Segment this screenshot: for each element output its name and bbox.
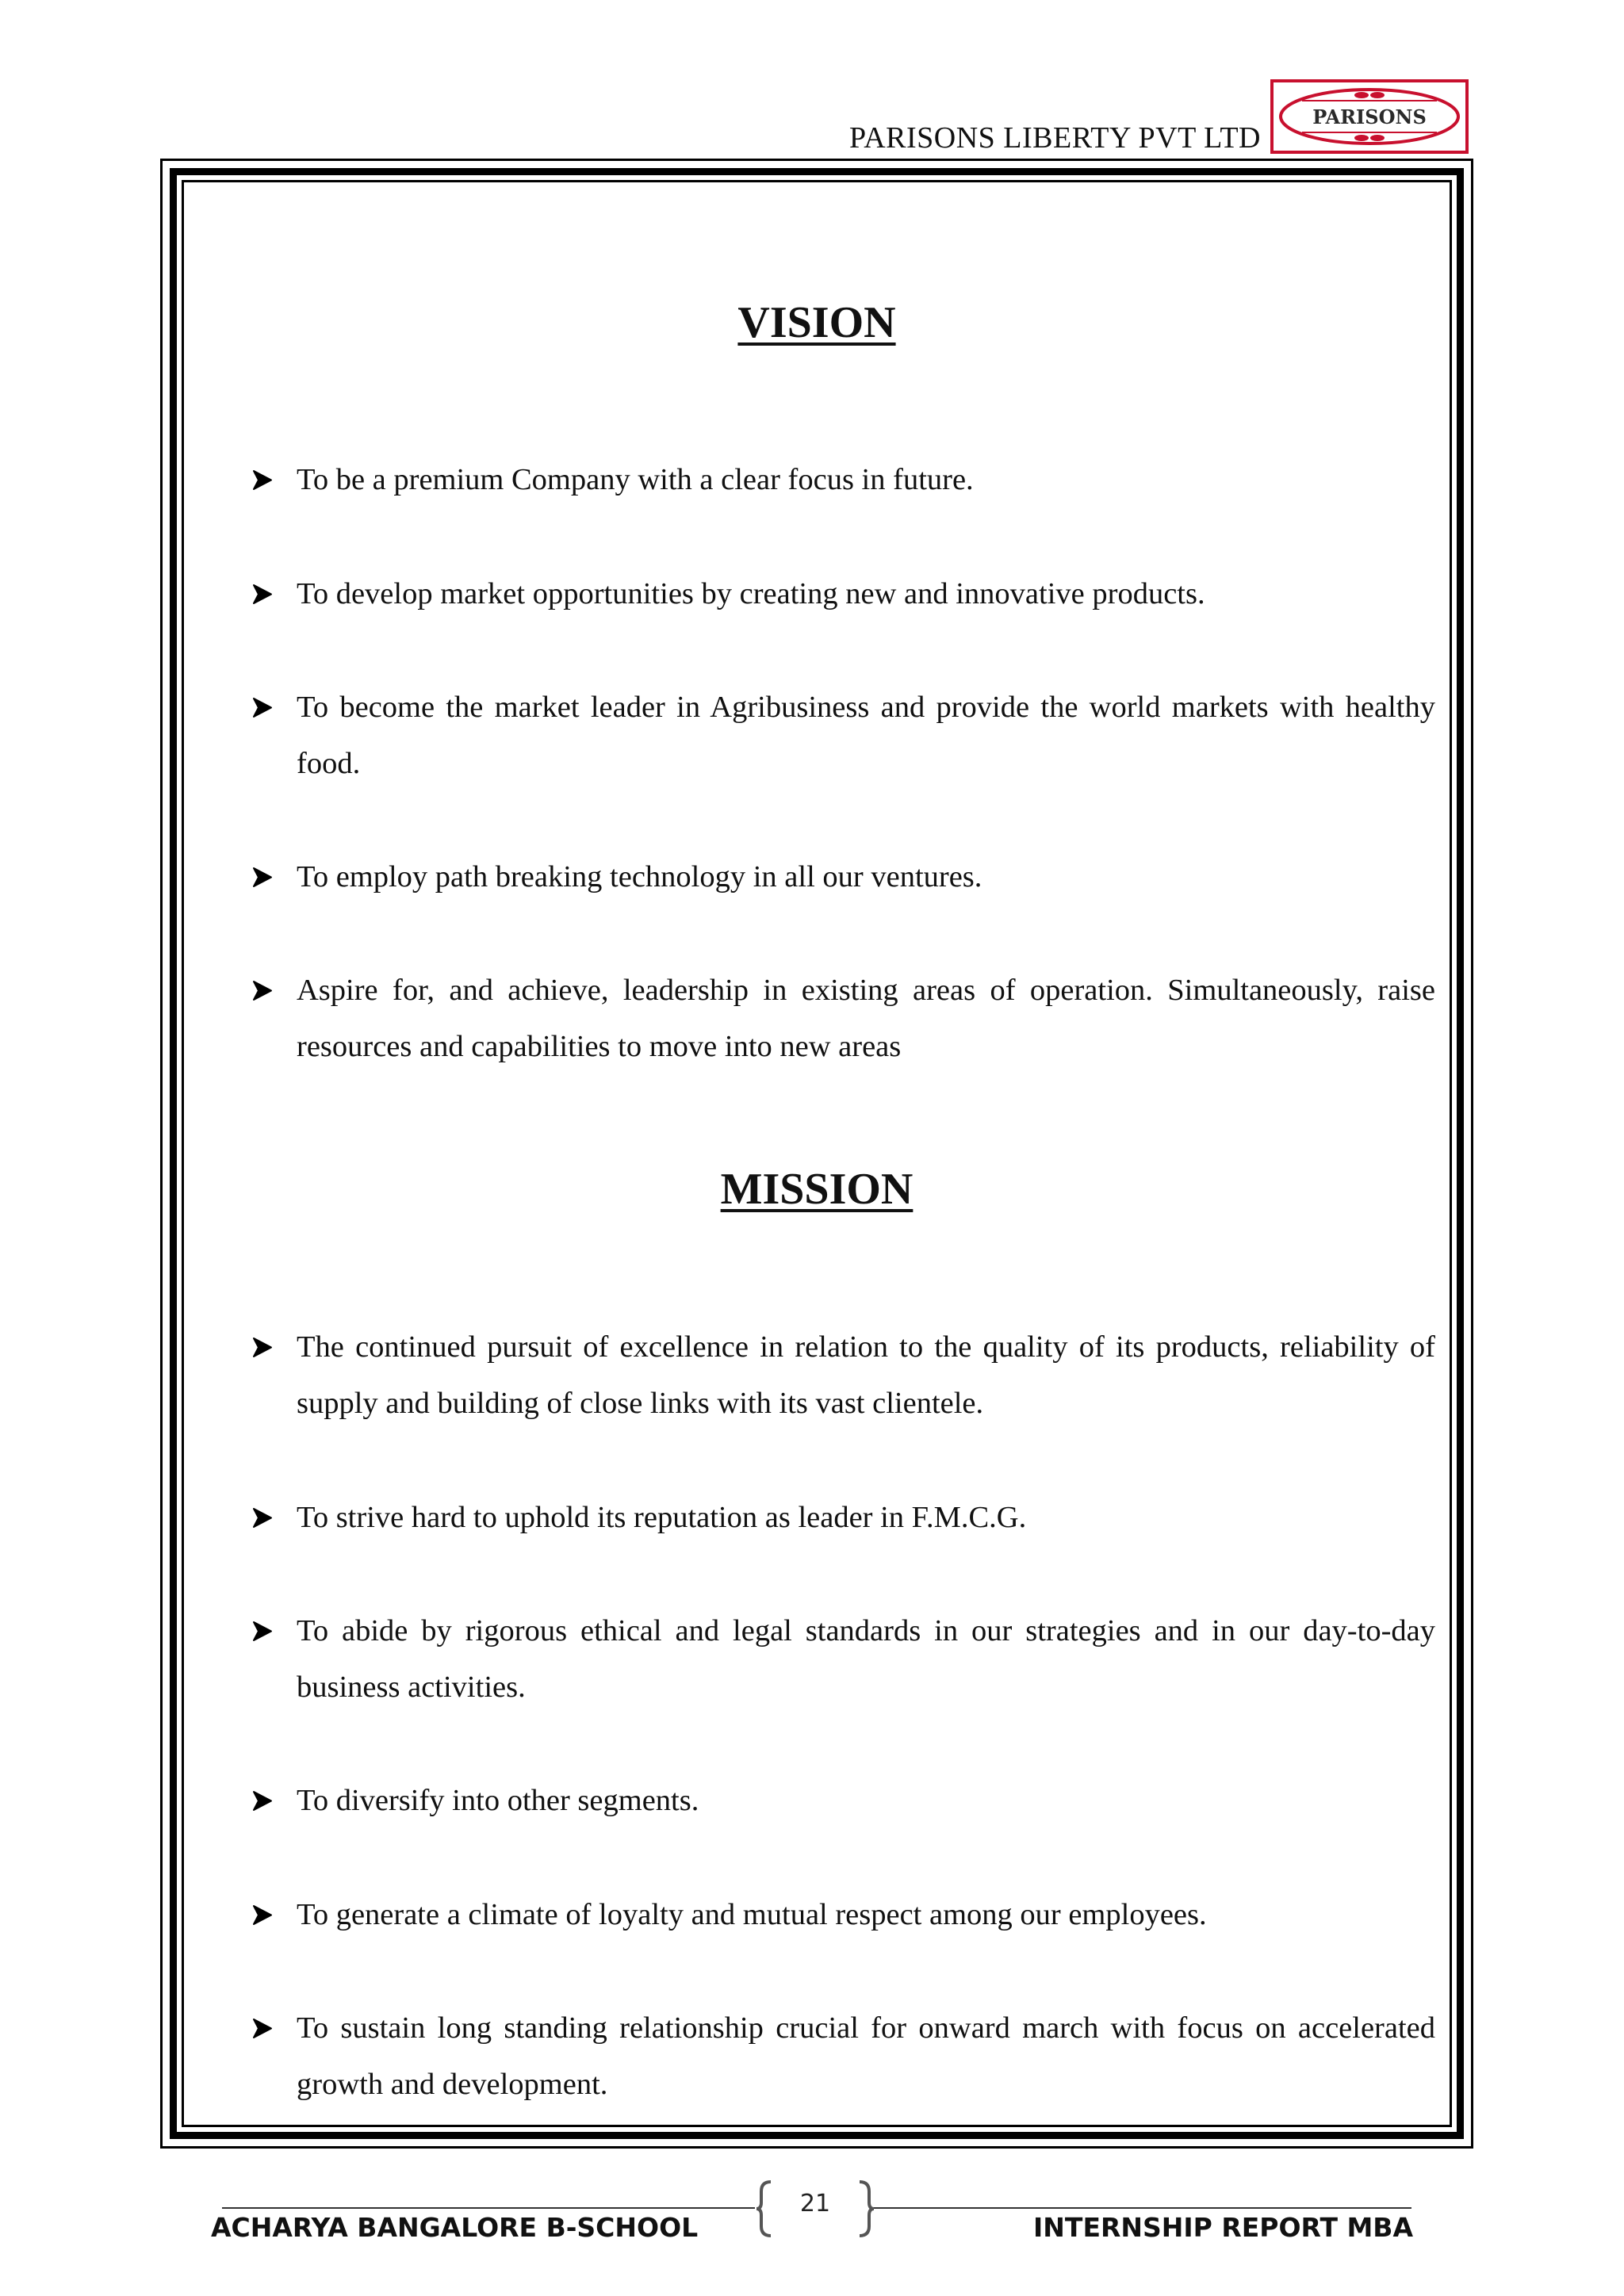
- arrow-bullet-icon: [247, 679, 279, 736]
- vision-item: [247, 452, 1435, 508]
- mission-item-text: To abide by rigorous ethical and legal standards in our strategies and in our day-to-day business activities.: [297, 1614, 1435, 1704]
- footer-rule-left: [222, 2207, 755, 2209]
- vision-item: [247, 679, 1435, 792]
- arrow-bullet-icon: [247, 1319, 279, 1376]
- mission-item: [247, 1490, 1435, 1546]
- page-number: 21: [799, 2190, 831, 2218]
- vision-item: [247, 849, 1435, 905]
- mission-item: [247, 1319, 1435, 1432]
- arrow-bullet-icon: [247, 849, 279, 905]
- arrow-bullet-icon: [247, 1490, 279, 1546]
- vision-item-text: Aspire for, and achieve, leadership in existing areas of operation. Simultaneously, raise resources and capabilities to move into new areas: [297, 974, 1435, 1063]
- mission-item-text: To strive hard to uphold its reputation as leader in F.M.C.G.: [297, 1501, 1027, 1534]
- vision-item: [247, 962, 1435, 1075]
- vision-item-text: To become the market leader in Agribusiness and provide the world markets with healthy food.: [297, 691, 1435, 780]
- arrow-bullet-icon: [247, 1887, 279, 1943]
- arrow-bullet-icon: [247, 452, 279, 508]
- logo-text: PARISONS: [1312, 105, 1427, 128]
- right-brace-icon: [855, 2179, 877, 2239]
- arrow-bullet-icon: [247, 2000, 279, 2057]
- mission-item-text: To generate a climate of loyalty and mutual respect among our employees.: [297, 1898, 1207, 1931]
- arrow-bullet-icon: [247, 1773, 279, 1829]
- vision-item-text: To employ path breaking technology in all our ventures.: [297, 860, 982, 894]
- header-company-name: PARISONS LIBERTY PVT LTD: [849, 121, 1261, 155]
- mission-item-text: To diversify into other segments.: [297, 1784, 699, 1817]
- mission-item-text: The continued pursuit of excellence in relation to the quality of its products, reliability of supply and building of close links with its vast clientele.: [297, 1330, 1435, 1420]
- arrow-bullet-icon: [247, 962, 279, 1019]
- mission-item: [247, 1773, 1435, 1829]
- footer-school-name: ACHARYA BANGALORE B-SCHOOL: [211, 2212, 699, 2243]
- mission-item: [247, 1603, 1435, 1716]
- arrow-bullet-icon: [247, 1603, 279, 1659]
- vision-heading: VISION: [737, 298, 896, 347]
- footer-rule-right: [872, 2207, 1411, 2209]
- vision-item: [247, 566, 1435, 622]
- parisons-logo: [1270, 79, 1469, 154]
- left-brace-icon: [753, 2179, 776, 2239]
- mission-item: [247, 2000, 1435, 2113]
- vision-item-text: To develop market opportunities by creating new and innovative products.: [297, 577, 1205, 610]
- arrow-bullet-icon: [247, 566, 279, 622]
- vision-item-text: To be a premium Company with a clear focus in future.: [297, 463, 974, 496]
- mission-heading: MISSION: [720, 1165, 914, 1214]
- mission-item: [247, 1887, 1435, 1943]
- mission-item-text: To sustain long standing relationship crucial for onward march with focus on accelerated growth and development.: [297, 2011, 1435, 2101]
- footer-report-title: INTERNSHIP REPORT MBA: [1033, 2212, 1413, 2243]
